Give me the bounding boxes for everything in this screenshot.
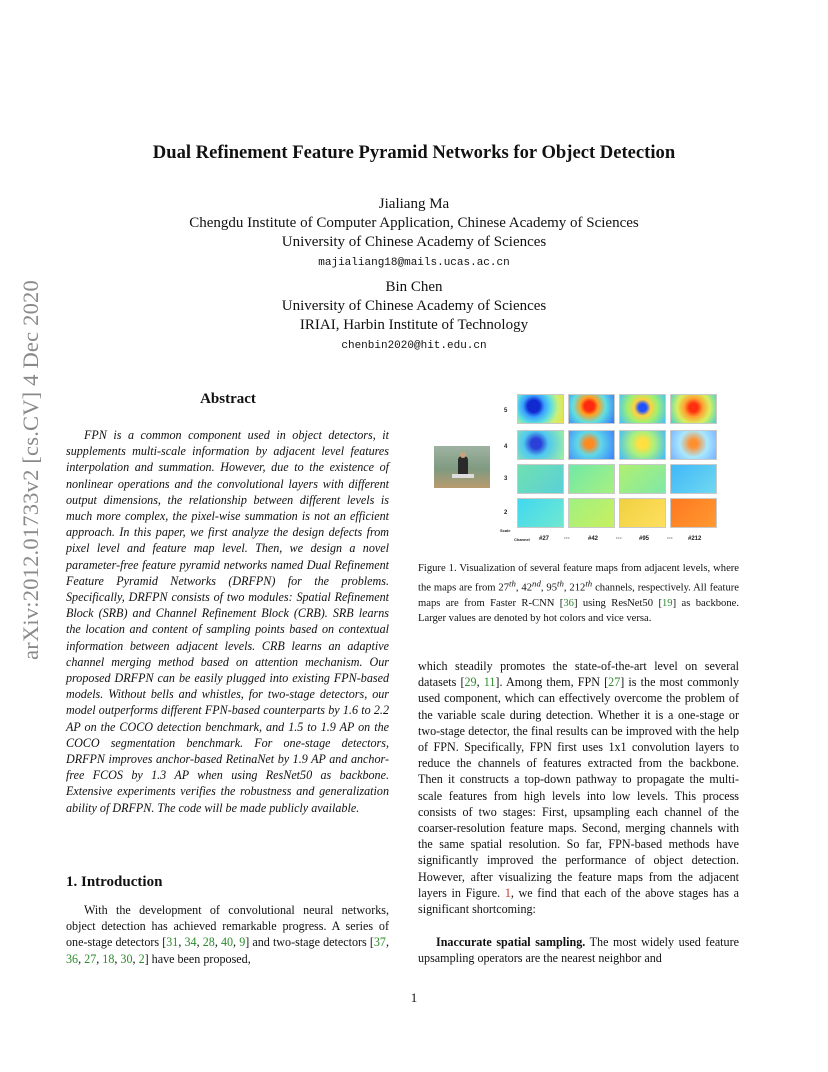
cite-link[interactable]: 27 — [608, 675, 621, 690]
cite-link[interactable]: 40 — [220, 935, 234, 950]
axis-label-scale: Scale — [500, 528, 511, 533]
cite-link[interactable]: 31 — [166, 935, 179, 950]
paper-title: Dual Refinement Feature Pyramid Networks for Object Detection — [152, 142, 676, 163]
feature-map — [568, 394, 615, 424]
body-text: ] is the most commonly used component, which can effectively overcome the problem of the variable scale during detection. Whether it is a one-stage or two-stage detector, the final results can be improved with the help of FPN. Specifically, FPN first uses 1x1 convolution layers to reduce the channels of features extracted from the backbone. Then it constructs a top-down pathway to propagate the multi-scale features from high levels into low levels. This process consists of two stages: First, upsampling each channel of the coarser-resolution feature maps. Second, merging channels with the same spatial resolution. So far, FPN-based methods have significantly improved the performance of object detection. However, after visualizing the feature maps from the adjacent layers in Figure. — [418, 675, 740, 900]
author-email-2[interactable]: chenbin2020@hit.edu.cn — [341, 340, 487, 352]
cite-link[interactable]: 30 — [120, 951, 133, 966]
caption-text: Figure 1. Visualization of several feature maps from adjacent levels, where the maps are from 27 — [418, 563, 739, 594]
caption-sup: th — [585, 578, 593, 588]
caption-sup: th — [557, 578, 564, 588]
input-photo — [434, 446, 490, 488]
level-label: 5 — [504, 408, 508, 414]
cite-link[interactable]: 2 — [138, 951, 145, 966]
channel-label: #27 — [539, 536, 550, 542]
channel-label: ··· — [667, 536, 673, 542]
body-text: which steadily promotes the state-of-the-art level on several datasets [ — [418, 659, 739, 690]
caption-sup: th — [509, 578, 516, 588]
feature-map — [568, 464, 615, 494]
channel-label: #212 — [688, 536, 702, 542]
author-affil-2a: University of Chinese Academy of Sciences — [281, 298, 547, 314]
author-affil-1a: Chengdu Institute of Computer Application, Chinese Academy of Sciences — [189, 215, 639, 231]
cite-link[interactable]: 18 — [102, 951, 115, 966]
caption-text: ] using ResNet50 [ — [573, 597, 662, 609]
feature-map — [670, 498, 717, 528]
right-paragraph: which steadily promotes the state-of-the-art level on several datasets [29, 11]. Among them, FPN [27] is the most commonly used component, which can effectively overcome the problem of the variable scale during detection. Whether it is a one-stage or two-stage detector, the final results can be improved with the help of FPN. Specifically, FPN first uses 1x1 convolution layers to reduce the channels of features extracted from the backbone. Then it constructs a top-down pathway to propagate the multi-scale features from high levels into low levels. This process consists of two stages: First, upsampling each channel of the coarser-resolution feature maps. Second, merging channels with the same spatial resolution. So far, FPN-based methods have significantly improved the performance of object detection. However, after visualizing the feature maps from the adjacent layers in Figure. 1, we find that each of the above stages has a significant shortcoming: — [418, 659, 740, 917]
abstract-heading: Abstract — [200, 391, 256, 407]
cite-link[interactable]: 27 — [84, 951, 97, 966]
author-email-1[interactable]: majialiang18@mails.ucas.ac.cn — [318, 257, 510, 269]
feature-map — [670, 394, 717, 424]
feature-map — [619, 430, 666, 460]
level-label: 3 — [504, 476, 508, 482]
figure-caption — [418, 561, 739, 626]
intro-heading: 1. Introduction — [66, 874, 163, 890]
feature-map — [670, 430, 717, 460]
feature-map — [568, 430, 615, 460]
intro-text-a: With the development of convolutional neural networks, object detection has achieved remarkable progress. A series of one-stage detectors [ — [66, 903, 389, 950]
page-number: 1 — [410, 990, 418, 1005]
cite-link[interactable]: 28 — [202, 935, 215, 950]
author-name-2: Bin Chen — [385, 279, 443, 295]
feature-map — [568, 498, 615, 528]
channel-label: ··· — [616, 536, 622, 542]
cite-link[interactable]: 9 — [239, 935, 246, 950]
feature-map — [619, 464, 666, 494]
cite-link[interactable]: 36 — [563, 597, 574, 609]
feature-map — [517, 430, 564, 460]
cite-link[interactable]: 19 — [661, 597, 673, 609]
channel-label: #42 — [588, 536, 599, 542]
figure-1 — [418, 390, 739, 550]
feature-map — [517, 498, 564, 528]
feature-map — [517, 394, 564, 424]
right-paragraph-2 — [418, 934, 739, 966]
channel-label: ··· — [564, 536, 570, 542]
arxiv-id: arXiv:2012.01733v2 [cs.CV] 4 Dec 2020 — [18, 280, 43, 660]
body-text: ]. Among them, FPN [ — [495, 675, 609, 690]
intro-text-c: ] have been proposed, — [144, 951, 251, 966]
figure-ref-link[interactable]: 1 — [504, 885, 511, 900]
cite-link[interactable]: 11 — [483, 675, 496, 690]
cite-link[interactable]: 29 — [464, 675, 477, 690]
feature-map — [517, 464, 564, 494]
author-name-1: Jialiang Ma — [378, 196, 450, 212]
caption-sup: nd — [532, 578, 541, 588]
feature-map — [670, 464, 717, 494]
caption-text: , 212 — [563, 582, 586, 594]
feature-map — [619, 394, 666, 424]
caption-text: , 42 — [515, 582, 533, 594]
body-text: , we find that each of the above stages has a significant shortcoming: — [418, 885, 739, 917]
run-in-heading: Inaccurate spatial sampling. — [436, 935, 586, 949]
caption-text: , 95 — [540, 582, 557, 594]
feature-map — [619, 498, 666, 528]
level-label: 4 — [504, 444, 508, 450]
intro-paragraph: With the development of convolutional neural networks, object detection has achieved remarkable progress. A series of one-stage detectors [31, 34, 28, 40, 9] and two-stage detectors [37, 36, 27, 18, 30, 2] have been proposed, — [66, 903, 389, 966]
channel-label: #95 — [639, 536, 650, 542]
level-label: 2 — [504, 510, 508, 516]
intro-text-b: ] and two-stage detectors [ — [245, 935, 374, 950]
cite-link[interactable]: 34 — [184, 935, 197, 950]
cite-link[interactable]: 36 — [66, 951, 79, 966]
axis-label-channel: Channel — [514, 537, 530, 542]
author-affil-2b: IRIAI, Harbin Institute of Technology — [299, 317, 529, 333]
abstract-text: FPN is a common component used in object detectors, it supplements multi-scale information by adjacent level features interpolation and summation. However, due to the existence of nonlinear operations and the convolutional layers with different output dimensions, the relationship between different levels is much more complex, the pixel-wise summation is not an efficient approach. In this paper, we first analyze the design defects from pixel level and feature map level. Then, we design a novel parameter-free feature pyramid networks named Dual Refinement Feature Pyramid Networks (DRFPN) for the problems. Specifically, DRFPN consists of two modules: Spatial Refinement Block (SRB) and Channel Refinement Block (CRB). SRB learns the location and content of sampling points based on contextual information between adjacent levels. CRB learns an adaptive channel merging method based on attention mechanism. Our proposed DRFPN can be easily plugged into existing FPN-based models. Without bells and whistles, for two-stage detectors, our model outperforms different FPN-based counterparts by 1.6 to 2.2 AP on the COCO detection benchmark, and 1.5 to 1.9 AP on the COCO segmentation benchmark. For one-stage detectors, DRFPN improves anchor-based RetinaNet by 1.9 AP and anchor-free FCOS by 1.3 AP when using ResNet50 as backbone. Extensive experiments verifies the robustness and generalization ability of DRFPN. The code will be made publicly available. — [66, 428, 389, 815]
caption-text: ] as backbone. Larger values are denoted by hot colors and vice versa. — [418, 597, 739, 624]
caption-text: channels, respectively. All feature maps are from Faster R-CNN [ — [418, 582, 739, 609]
body-text: The most widely used feature upsampling operators are the nearest neighbor and — [418, 935, 739, 966]
author-affil-1b: University of Chinese Academy of Sciences — [281, 234, 547, 250]
cite-link[interactable]: 37 — [373, 935, 386, 950]
